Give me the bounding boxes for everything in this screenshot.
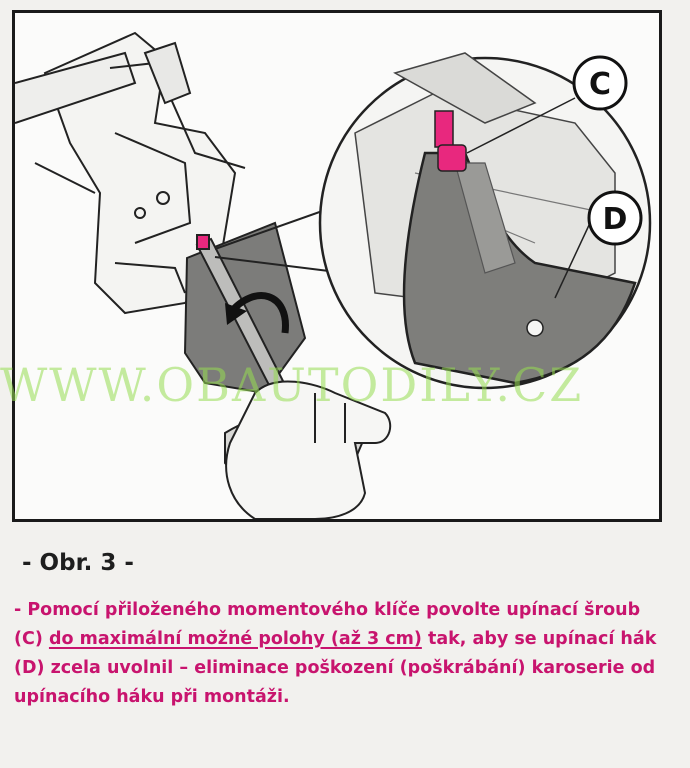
instruction-text-before: Pomocí přiloženého momentového klíče povolte upínací šroub (C) [14,600,641,649]
callout-c [574,57,626,109]
hand-sketch [226,381,390,519]
mounting-illustration [15,13,659,519]
callout-d [589,192,641,244]
callout-c-label: C [588,67,612,102]
instruction-text-underlined: do maximální možné polohy (až 3 cm) [48,629,422,649]
figure-frame [12,10,662,522]
instruction-prefix: - [14,600,28,620]
figure-caption: - Obr. 3 - [22,550,134,576]
instruction-paragraph [14,596,674,712]
watermark: WWW.OBAUTODILY.CZ [0,358,584,412]
callout-d-label: D [602,202,628,237]
instruction-text-after: tak, aby se upínací hák (D) zcela uvolnil – eliminace poškození (poškrábání) karoserie od upínacího háku při montáži. [14,629,657,707]
